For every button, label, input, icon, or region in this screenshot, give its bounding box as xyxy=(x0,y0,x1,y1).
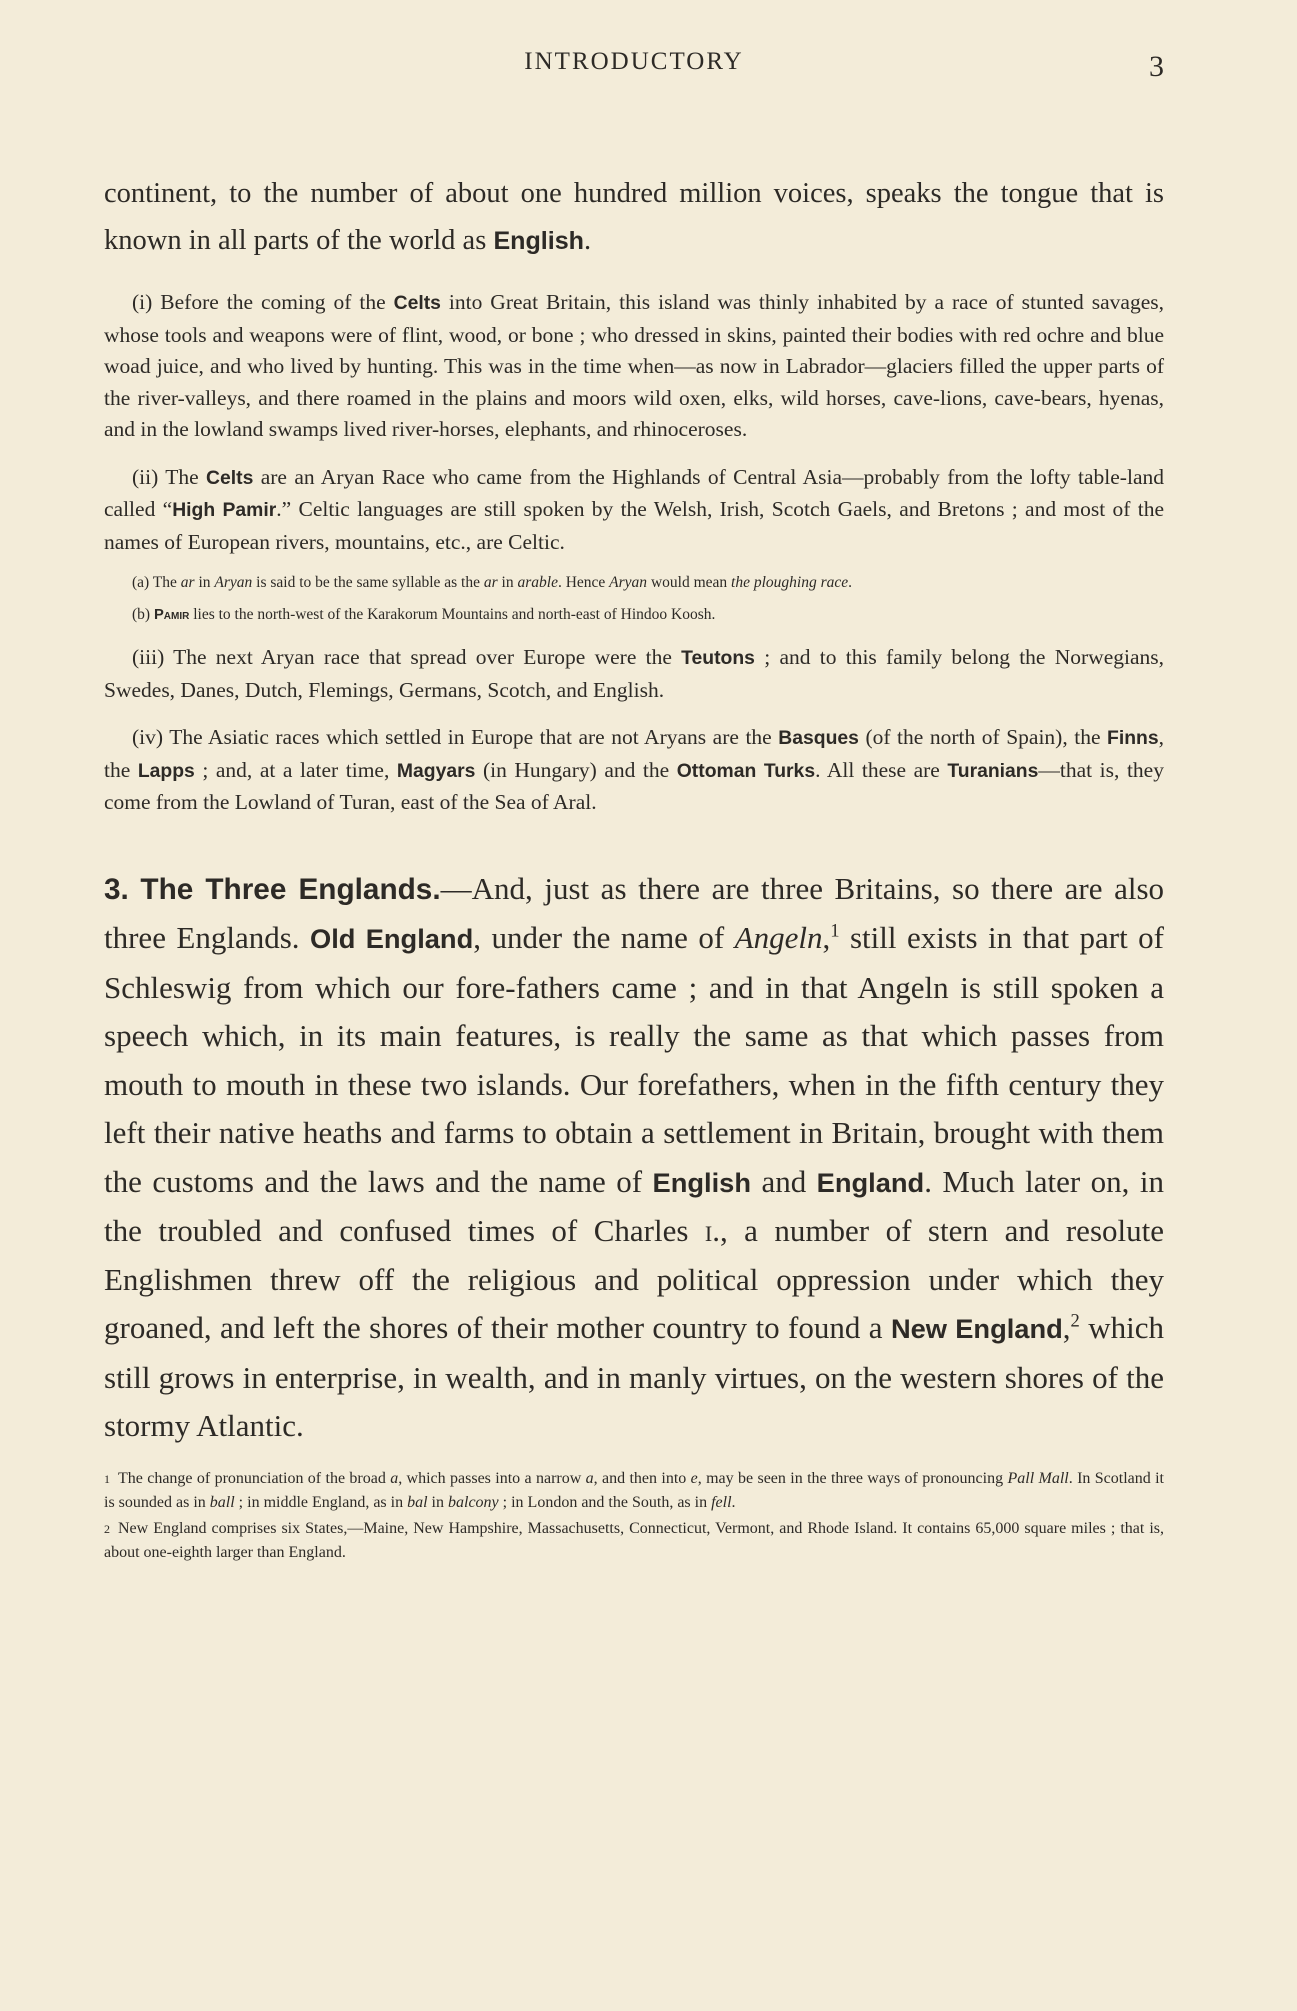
term-ottoman-turks: Ottoman Turks xyxy=(676,759,816,782)
term-high-pamir: High Pamir xyxy=(172,499,277,521)
running-title: INTRODUCTORY xyxy=(524,48,744,75)
term-new-england: New England xyxy=(890,1313,1063,1344)
paragraph-label: (iv) xyxy=(132,725,164,749)
term-england: England xyxy=(816,1166,925,1198)
paragraph-label: (ii) xyxy=(132,464,159,489)
term-turanians: Turanians xyxy=(947,759,1039,782)
term-teutons: Teutons xyxy=(681,647,755,669)
term-basques: Basques xyxy=(778,727,859,749)
intro-paragraph: continent, to the number of about one hundred million voices, speaks the tongue that is known in all parts of the world as English. xyxy=(104,178,1164,256)
note-a: (a) The ar in Aryan is said to be the same syllable as the ar in arable. Hence Aryan would mean the ploughing race. xyxy=(132,574,852,591)
term-celts: Celts xyxy=(206,466,254,489)
term-magyars: Magyars xyxy=(396,759,476,782)
term-celts: Celts xyxy=(393,292,441,314)
section-heading: The Three Englands. xyxy=(140,872,441,906)
paragraph-label: (i) xyxy=(132,290,153,314)
page-number: 3 xyxy=(1149,50,1164,83)
footnote-ref-1: 1 xyxy=(830,920,840,942)
term-lapps: Lapps xyxy=(137,759,195,782)
footnote-ref-2: 2 xyxy=(1070,1310,1080,1332)
term-angeln: Angeln xyxy=(734,920,823,955)
term-english: English xyxy=(493,227,585,255)
footnote-2: 2 New England comprises six States,—Maine, New Hampshire, Massachusetts, Connecticut, Vermont, and Rhode Island. It contains 65,000 square miles ; that is, about one-eighth larger than England. xyxy=(104,1519,1164,1561)
section-3-paragraph: 3. The Three Englands.—And, just as there are three Britains, so there are also three Englands. Old England, under the name of Angeln,$^1$ still exists in that part of Schleswig from which our fore-fathers came ; and in that Angeln is still spoken a speech which, in its main features, is really the same as that which passes from mouth to mouth in these two islands. Our forefathers, when in the fifth century they left their native heaths and farms to obtain a settlement in Britain, brought with them the customs and the laws and the name of English and England. Much later on, in the troubled and confused times of Charles i., a number of stern and resolute Englishmen threw off the religious and political oppression under which they groaned, and left the shores of their mother country to found a New England,$^2$ which still grows in enterprise, in wealth, and in manly virtues, on the western shores of the stormy Atlantic. xyxy=(104,870,1165,1443)
term-old-england: Old England xyxy=(309,923,474,954)
book-page xyxy=(104,44,1164,1565)
paragraph-ii: (ii) The Celts are an Aryan Race who came from the Highlands of Central Asia—probably from the lofty table-land called “High Pamir.” Celtic languages are still spoken by the Welsh, Irish, Scotch Gaels, and Bretons ; and most of the names of European rivers, mountains, etc., are Celtic. xyxy=(104,464,1164,554)
paragraph-label: (iii) xyxy=(132,645,165,669)
section-number: 3. xyxy=(104,872,129,906)
term-finns: Finns xyxy=(1107,727,1159,749)
paragraph-iv: (iv) The Asiatic races which settled in Europe that are not Aryans are the Basques (of the north of Spain), the Finns, the Lapps ; and, at a later time, Magyars (in Hungary) and the Ottoman Turks. All these are Turanians—that is, they come from the Lowland of Turan, east of the Sea of Aral. xyxy=(104,725,1165,814)
term-english: English xyxy=(652,1166,751,1198)
footnotes xyxy=(104,1467,1164,1565)
note-b: (b) Pamir lies to the north-west of the Karakorum Mountains and north-east of Hindoo Koosh. xyxy=(132,606,716,623)
paragraph-i: (i) Before the coming of the Celts into Great Britain, this island was thinly inhabited by a race of stunted savages, whose tools and weapons were of flint, wood, or bone ; who dressed in skins, painted their bodies with red ochre and blue woad juice, and who lived by hunting. This was in the time when—as now in Labrador—glaciers filled the upper parts of the river-valleys, and there roamed in the plains and moors wild oxen, elks, wild horses, cave-lions, cave-bears, hyenas, and in the lowland swamps lived river-horses, elephants, and rhinoceroses. xyxy=(104,290,1164,441)
footnote-1: 1 The change of pronunciation of the broad a, which passes into a narrow a, and then into e, may be seen in the three ways of pronouncing Pall Mall. In Scotland it is sounded as in ball ; in middle England, as in bal in balcony ; in London and the South, as in fell. xyxy=(104,1469,1165,1511)
sub-notes xyxy=(104,572,1164,626)
section-3 xyxy=(104,865,1164,1451)
running-head xyxy=(104,44,1164,94)
paragraph-iii: (iii) The next Aryan race that spread over Europe were the Teutons ; and to this family belong the Norwegians, Swedes, Danes, Dutch, Flemings, Germans, Scotch, and English. xyxy=(104,645,1164,702)
